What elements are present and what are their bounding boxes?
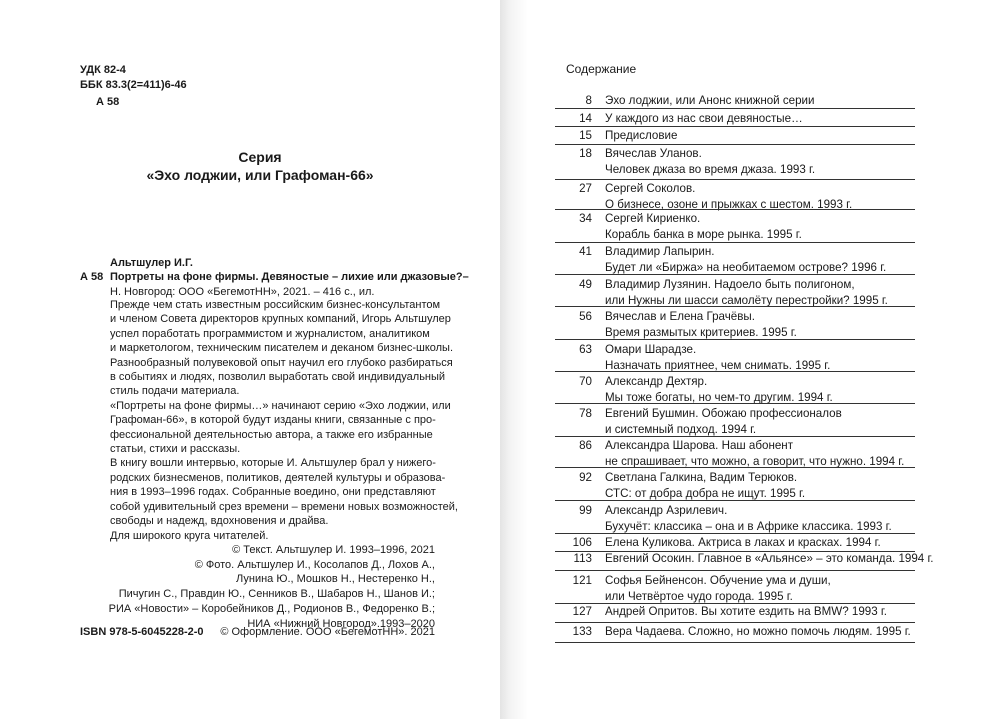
toc-entry-line: Александр Дехтяр. — [605, 375, 708, 388]
annotation-line: стиль подачи материала. — [110, 385, 240, 398]
toc-entry-text — [605, 146, 950, 178]
toc-entry-text — [605, 111, 950, 127]
annotation-line: и членом Совета директоров крупных компаний, Игорь Альтшулер — [110, 313, 451, 326]
toc-entry-line: или Нужны ли шасси самолёту перестройки? 1995 г. — [605, 294, 888, 307]
bbk-code: ББК 83.3(2=411)6-46 — [80, 79, 187, 91]
series-name: «Эхо лоджии, или Графоман-66» — [146, 167, 374, 183]
toc-entry-text — [605, 244, 950, 276]
toc-page-number: 41 — [579, 245, 592, 258]
toc-divider — [555, 622, 915, 623]
toc-divider — [555, 500, 915, 501]
toc-page-number: 49 — [579, 278, 592, 291]
toc-entry-line: Предисловие — [605, 129, 678, 142]
toc-page-number: 18 — [579, 147, 592, 160]
annotation-line: родских бизнесменов, политиков, деятелей культуры и образова- — [110, 471, 446, 484]
toc-entry-text — [605, 211, 950, 243]
toc-entry-line: Омари Шарадзе. — [605, 343, 697, 356]
toc-entry-text — [605, 406, 950, 438]
toc-entry-line: Человек джаза во время джаза. 1993 г. — [605, 163, 816, 176]
toc-entry-text — [605, 277, 950, 309]
catalog-author: Альтшулер И.Г. — [110, 257, 193, 269]
toc-entry-text — [605, 438, 950, 470]
toc-entry-line: не спрашивает, что можно, а говорит, что нужно. 1994 г. — [605, 455, 905, 468]
toc-divider — [555, 108, 915, 109]
toc-page-number: 92 — [579, 471, 592, 484]
toc-entry-line: Будет ли «Биржа» на необитаемом острове? 1996 г. — [605, 261, 887, 274]
toc-entry-line: Владимир Лапырин. — [605, 245, 715, 258]
toc-entry-text — [605, 604, 950, 620]
toc-page-number: 106 — [572, 536, 592, 549]
toc-page-number: 70 — [579, 375, 592, 388]
toc-page-number: 56 — [579, 310, 592, 323]
toc-page-number: 121 — [572, 574, 592, 587]
toc-entry-line: Вячеслав и Елена Грачёвы. — [605, 310, 755, 323]
annotation-line: и маркетологом, техническим писателем и деканом бизнес-школы. — [110, 342, 454, 355]
toc-entry-line: Владимир Лузянин. Надоело быть полигоном, — [605, 278, 855, 291]
toc-entry-text — [605, 342, 950, 374]
toc-entry-line: Софья Бейненсон. Обучение ума и души, — [605, 574, 831, 587]
toc-entry-line: У каждого из нас свои девяностые… — [605, 112, 803, 125]
toc-entry-text — [605, 624, 950, 640]
toc-page-number: 14 — [579, 112, 592, 125]
toc-entry-line: Бухучёт: классика – она и в Африке классика. 1993 г. — [605, 520, 892, 533]
toc-divider — [555, 436, 915, 437]
toc-entry-line: Вера Чадаева. Сложно, но можно помочь людям. 1995 г. — [605, 625, 911, 638]
copyright-line: НИА «Нижний Новгород».1993–2020 — [247, 617, 435, 630]
toc-entry-text — [605, 470, 950, 502]
toc-divider — [555, 642, 915, 643]
toc-divider — [555, 209, 915, 210]
annotation-line: собой удивительный срез времени – времени новых возможностей, — [110, 500, 458, 513]
copyright-line: © Текст. Альтшулер И. 1993–1996, 2021 — [232, 544, 435, 556]
design-credit: © Оформление. ООО «БегемотНН». 2021 — [220, 626, 435, 638]
toc-entry-line: Эхо лоджии, или Анонс книжной серии — [605, 94, 815, 107]
toc-divider — [555, 242, 915, 243]
toc-entry-line: Назначать приятнее, чем снимать. 1995 г. — [605, 359, 831, 372]
annotation — [110, 298, 460, 543]
toc-entry-line: Сергей Соколов. — [605, 182, 696, 195]
toc-entry-text — [605, 535, 950, 551]
toc-entry-line: Время размытых критериев. 1995 г. — [605, 326, 797, 339]
copyright-line: © Фото. Альтшулер И., Косолапов Д., Лохов А., — [194, 558, 435, 571]
toc-entry-line: Евгений Бушмин. Обожаю профессионалов — [605, 407, 842, 420]
annotation-line: Прежде чем стать известным российским бизнес-консультантом — [110, 299, 441, 311]
udk-code: УДК 82-4 — [80, 64, 126, 76]
toc-entry-line: О бизнесе, озоне и прыжках с шестом. 1993 г. — [605, 198, 853, 211]
annotation-line: Для широкого круга читателей. — [110, 529, 269, 542]
annotation-line: В книгу вошли интервью, которые И. Альтшулер брал у нижего- — [110, 457, 436, 470]
annotation-line: «Портреты на фоне фирмы…» начинают серию «Эхо лоджии, или — [110, 399, 451, 412]
copyright-line: Пичугин С., Правдин Ю., Сенников В., Шабаров Н., Шанов И.; — [118, 588, 435, 601]
toc-divider — [555, 126, 915, 127]
annotation-line: Разнообразный полувековой опыт научил его глубоко разбираться — [110, 356, 453, 369]
toc-entry-text — [605, 93, 950, 109]
toc-page-number: 99 — [579, 504, 592, 517]
toc-entry-line: Сергей Кириенко. — [605, 212, 701, 225]
catalog-mark: А 58 — [80, 271, 104, 283]
toc-entry-line: Андрей Опритов. Вы хотите ездить на BMW? 1993 г. — [605, 605, 887, 618]
book-title: Портреты на фоне фирмы. Девяностые – лихие или джазовые?– — [110, 271, 469, 283]
toc-page-number: 63 — [579, 343, 592, 356]
toc-divider — [555, 403, 915, 404]
toc-page-number: 15 — [579, 129, 592, 142]
toc-divider — [555, 533, 915, 534]
toc-divider — [555, 179, 915, 180]
annotation-line: в событиях и людях, позволил выработать свой индивидуальный — [110, 371, 446, 384]
toc-entry-text — [605, 551, 950, 567]
toc-entry-line: или Четвёртое чудо города. 1995 г. — [605, 590, 793, 603]
copyright-block — [109, 543, 435, 631]
toc-page-number: 78 — [579, 407, 592, 420]
toc-page-number: 34 — [579, 212, 592, 225]
toc-page-number: 27 — [579, 182, 592, 195]
toc-divider — [555, 339, 915, 340]
toc-divider — [555, 371, 915, 372]
annotation-line: успел поработать программистом и журналистом, аналитиком — [110, 327, 430, 340]
toc-divider — [555, 144, 915, 145]
series-label: Серия — [238, 149, 282, 165]
toc-entry-line: СТС: от добра добра не ищут. 1995 г. — [605, 487, 806, 500]
toc-page-number: 133 — [572, 625, 592, 638]
toc-page-number: 127 — [572, 605, 592, 618]
toc-entry-text — [605, 573, 950, 605]
toc-page-number: 8 — [585, 94, 592, 107]
imprint: Н. Новгород: ООО «БегемотНН», 2021. – 416 с., ил. — [110, 286, 375, 298]
toc-entry-text — [605, 309, 950, 341]
copyright-line: РИА «Новости» – Коробейников Д., Родионов В., Федоренко В.; — [108, 602, 435, 615]
toc-page-number: 86 — [579, 439, 592, 452]
series-title — [80, 148, 440, 184]
toc-entry-text — [605, 374, 950, 406]
toc-entry-text — [605, 128, 950, 144]
toc-divider — [555, 306, 915, 307]
toc-entry-line: Евгений Осокин. Главное в «Альянсе» – это команда. 1994 г. — [605, 552, 934, 565]
annotation-line: свободы и надежд, вдохновения и драйва. — [110, 515, 329, 528]
toc-divider — [555, 274, 915, 275]
toc-entry-text — [605, 503, 950, 535]
toc-entry-line: Елена Куликова. Актриса в лаках и красках. 1994 г. — [605, 536, 881, 549]
annotation-line: фессиональной деятельностью автора, а также его избранные — [110, 428, 433, 441]
annotation-line: ния в 1993–1996 годах. Собранные воедино, они представляют — [110, 486, 436, 499]
toc-entry-line: Корабль банка в море рынка. 1995 г. — [605, 228, 802, 241]
annotation-line: Графоман-66», в которой будут изданы книги, связанные с про- — [110, 414, 436, 427]
toc-page-number: 113 — [573, 552, 592, 565]
toc-entry-line: Александр Азрилевич. — [605, 504, 728, 517]
toc-entry-line: Мы тоже богаты, но чем-то другим. 1994 г. — [605, 391, 833, 404]
toc-entry-line: и системный подход. 1994 г. — [605, 423, 757, 436]
toc-entry-line: Александра Шарова. Наш абонент — [605, 439, 794, 452]
toc-entry-line: Светлана Галкина, Вадим Терюков. — [605, 471, 798, 484]
isbn: ISBN 978-5-6045228-2-0 — [80, 626, 204, 638]
toc-entry-line: Вячеслав Уланов. — [605, 147, 702, 160]
annotation-line: статьи, стихи и рассказы. — [110, 443, 241, 456]
toc-title: Содержание — [566, 62, 637, 76]
author-mark: А 58 — [96, 96, 120, 108]
toc-divider — [555, 570, 915, 571]
copyright-line: Лунина Ю., Мошков Н., Нестеренко Н., — [236, 573, 435, 586]
toc-divider — [555, 467, 915, 468]
